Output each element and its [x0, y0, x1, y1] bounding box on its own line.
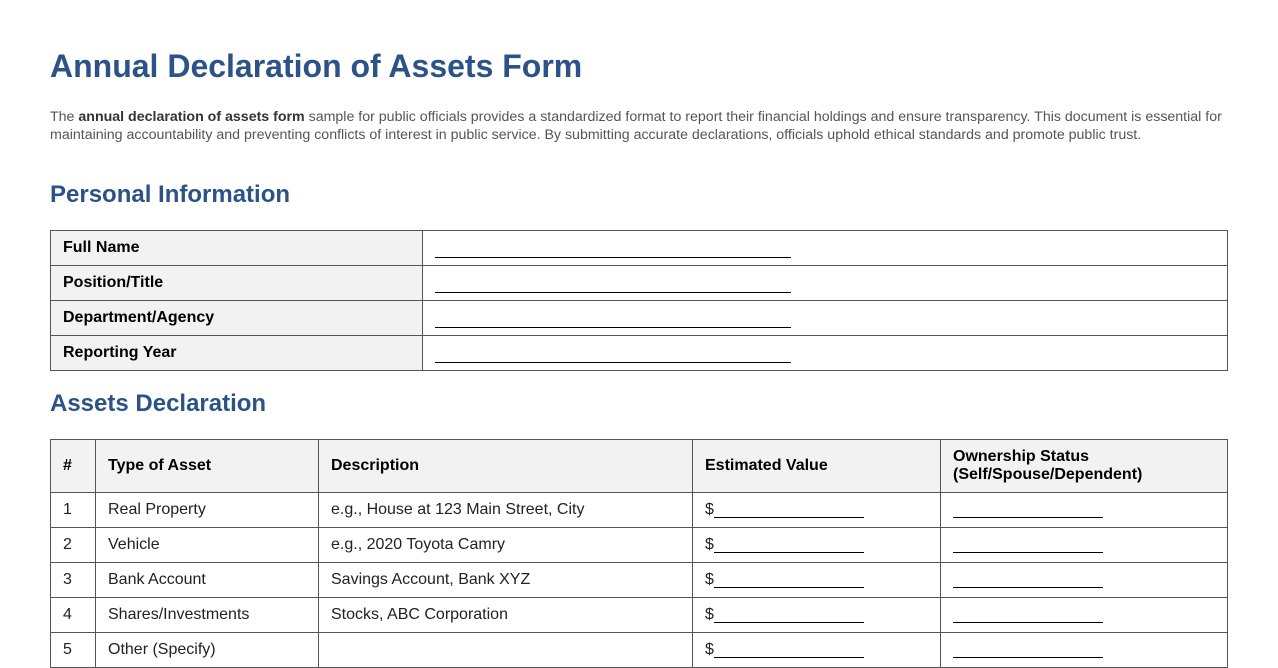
intro-suffix: sample for public officials provides a standardized format to report their financial holdings and ensure transparency. This document is essential for maintaining accountability and preventing conflicts of interest in public service. By submitting accurate declarations, officials uphold ethical standards and promote public trust.: [50, 109, 1222, 144]
estimated-value-cell[interactable]: [693, 633, 941, 668]
personal-info-table: [50, 230, 1228, 371]
assets-heading: Assets Declaration: [50, 390, 267, 417]
table-row: [51, 266, 1228, 301]
blank-line[interactable]: [435, 274, 791, 293]
table-row: [51, 231, 1228, 266]
asset-type: Shares/Investments: [96, 598, 319, 633]
blank-line[interactable]: [714, 501, 864, 518]
currency-symbol: $: [705, 501, 714, 518]
asset-description: e.g., 2020 Toyota Camry: [319, 528, 693, 563]
row-number: 1: [51, 493, 96, 528]
currency-symbol: $: [705, 536, 714, 553]
estimated-value-cell[interactable]: [693, 528, 941, 563]
asset-type: Bank Account: [96, 563, 319, 598]
asset-type: Vehicle: [96, 528, 319, 563]
col-header-ownership: [941, 440, 1228, 493]
field-label-full-name: Full Name: [51, 231, 423, 266]
blank-line[interactable]: [953, 536, 1103, 553]
page-title: Annual Declaration of Assets Form: [50, 48, 583, 84]
currency-symbol: $: [705, 641, 714, 658]
intro-paragraph: [50, 108, 1228, 145]
ownership-header-line1: Ownership Status: [953, 448, 1090, 465]
intro-prefix: The: [50, 109, 79, 125]
estimated-value-cell[interactable]: [693, 563, 941, 598]
asset-description: [319, 633, 693, 668]
table-row: [51, 528, 1228, 563]
row-number: 3: [51, 563, 96, 598]
row-number: 4: [51, 598, 96, 633]
asset-type: Other (Specify): [96, 633, 319, 668]
ownership-cell[interactable]: [941, 633, 1228, 668]
asset-type: Real Property: [96, 493, 319, 528]
table-row: [51, 493, 1228, 528]
blank-line[interactable]: [435, 344, 791, 363]
asset-description: Stocks, ABC Corporation: [319, 598, 693, 633]
row-number: 2: [51, 528, 96, 563]
personal-info-heading: Personal Information: [50, 181, 291, 208]
ownership-cell[interactable]: [941, 563, 1228, 598]
blank-line[interactable]: [714, 606, 864, 623]
field-value-full-name[interactable]: [423, 231, 1228, 266]
field-value-department[interactable]: [423, 301, 1228, 336]
field-label-reporting-year: Reporting Year: [51, 336, 423, 371]
table-row: [51, 336, 1228, 371]
table-header-row: [51, 440, 1228, 493]
col-header-type: Type of Asset: [96, 440, 319, 493]
intro-bold: annual declaration of assets form: [78, 109, 305, 125]
ownership-cell[interactable]: [941, 493, 1228, 528]
estimated-value-cell[interactable]: [693, 493, 941, 528]
col-header-value: Estimated Value: [693, 440, 941, 493]
field-label-department: Department/Agency: [51, 301, 423, 336]
blank-line[interactable]: [953, 606, 1103, 623]
blank-line[interactable]: [953, 571, 1103, 588]
asset-description: e.g., House at 123 Main Street, City: [319, 493, 693, 528]
blank-line[interactable]: [714, 536, 864, 553]
field-value-reporting-year[interactable]: [423, 336, 1228, 371]
table-row: [51, 301, 1228, 336]
col-header-description: Description: [319, 440, 693, 493]
ownership-cell[interactable]: [941, 528, 1228, 563]
currency-symbol: $: [705, 606, 714, 623]
col-header-number: #: [51, 440, 96, 493]
blank-line[interactable]: [435, 309, 791, 328]
estimated-value-cell[interactable]: [693, 598, 941, 633]
field-value-position[interactable]: [423, 266, 1228, 301]
assets-table: [50, 439, 1228, 668]
table-row: [51, 598, 1228, 633]
blank-line[interactable]: [435, 239, 791, 258]
table-row: [51, 563, 1228, 598]
table-row: [51, 633, 1228, 668]
asset-description: Savings Account, Bank XYZ: [319, 563, 693, 598]
blank-line[interactable]: [953, 501, 1103, 518]
ownership-header-line2: (Self/Spouse/Dependent): [953, 466, 1143, 483]
ownership-cell[interactable]: [941, 598, 1228, 633]
row-number: 5: [51, 633, 96, 668]
field-label-position: Position/Title: [51, 266, 423, 301]
currency-symbol: $: [705, 571, 714, 588]
blank-line[interactable]: [714, 571, 864, 588]
